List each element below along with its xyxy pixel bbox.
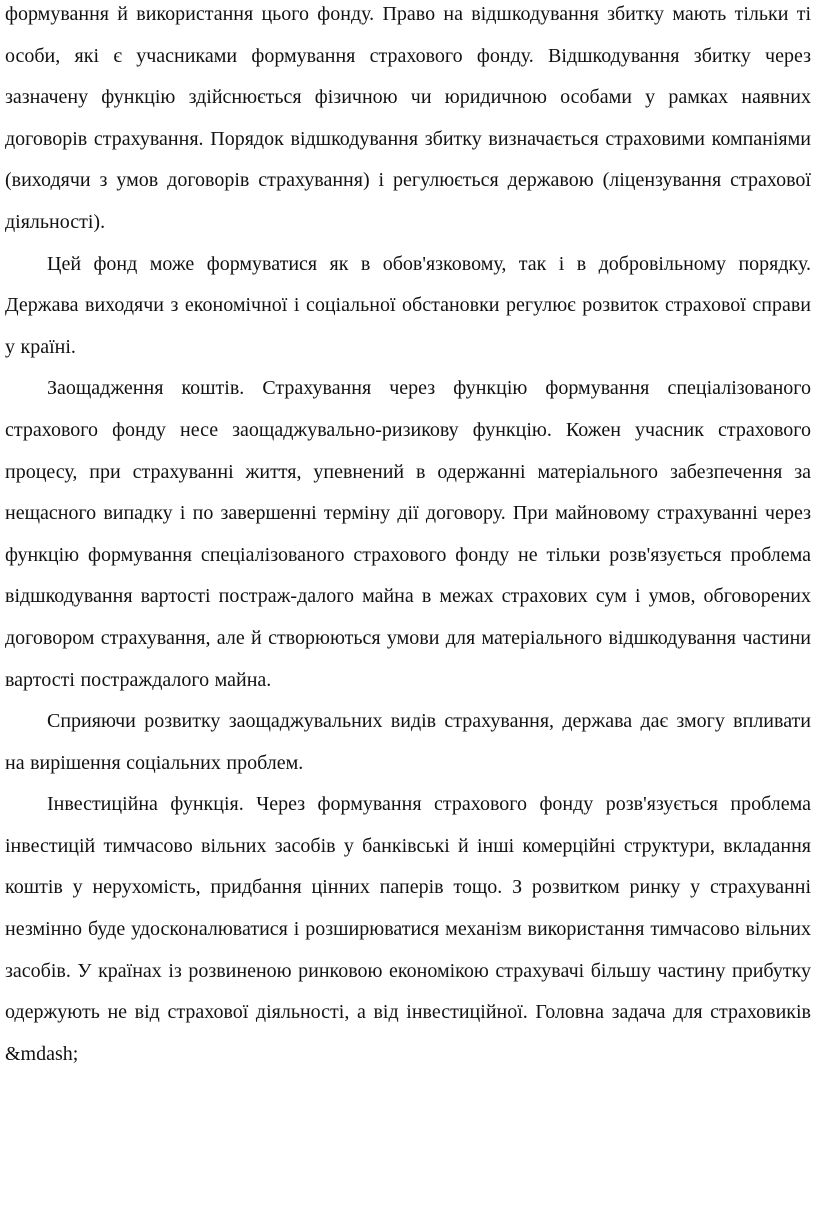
paragraph-fund-formation: Цей фонд може формуватися як в обов'язковому, так і в добровільному порядку. Держава виходячи з економічної і соціальної обстановки регулює розвиток страхової справи у країні. bbox=[5, 252, 811, 358]
paragraph-social-role: Сприяючи розвитку заощаджувальних видів страхування, держава дає змогу впливати на вирішення соціальних проблем. bbox=[5, 710, 811, 774]
paragraph-investment-function: Інвестиційна функція. Через формування страхового фонду розв'язується проблема інвестицій тимчасово вільних засобів у банківські й інші комерційні структури, вкладання коштів у нерухомість, придбання цінних паперів тощо. З розвитком ринку у страхуванні незмінно буде удосконалюватися і розширюватися механізм використання тимчасово вільних засобів. У країнах із розвиненою ринковою економікою страхувачі більшу частину прибутку одержують не від страхової діяльності, а від інвестиційної. Головна задача для страховиків &mdash; bbox=[5, 793, 811, 1065]
paragraph-fund-compensation: формування й використання цього фонду. Право на відшкодування збитку мають тільки ті особи, які є учасниками формування страхового фонду. Відшкодування збитку через зазначену функцію здійснюється фізичною чи юридичною особами у рамках наявних договорів страхування. Порядок відшкодування збитку визначається страховими компаніями (виходячи з умов договорів страхування) і регулюється державою (ліцензування страхової діяльності). bbox=[5, 3, 811, 233]
paragraph-savings-function: Заощадження коштів. Страхування через функцію формування спеціалізованого страхового фонду несе заощаджувально-ризикову функцію. Кожен учасник страхового процесу, при страхуванні життя, упевнений в одержанні матеріального забезпечення за нещасного випадку і по завершенні терміну дії договору. При майновому страхуванні через функцію формування спеціалізованого страхового фонду не тільки розв'язується проблема відшкодування вартості постраж-далого майна в межах страхових сум і умов, обговорених договором страхування, але й створюються умови для матеріального відшкодування частини вартості постраждалого майна. bbox=[5, 377, 811, 691]
